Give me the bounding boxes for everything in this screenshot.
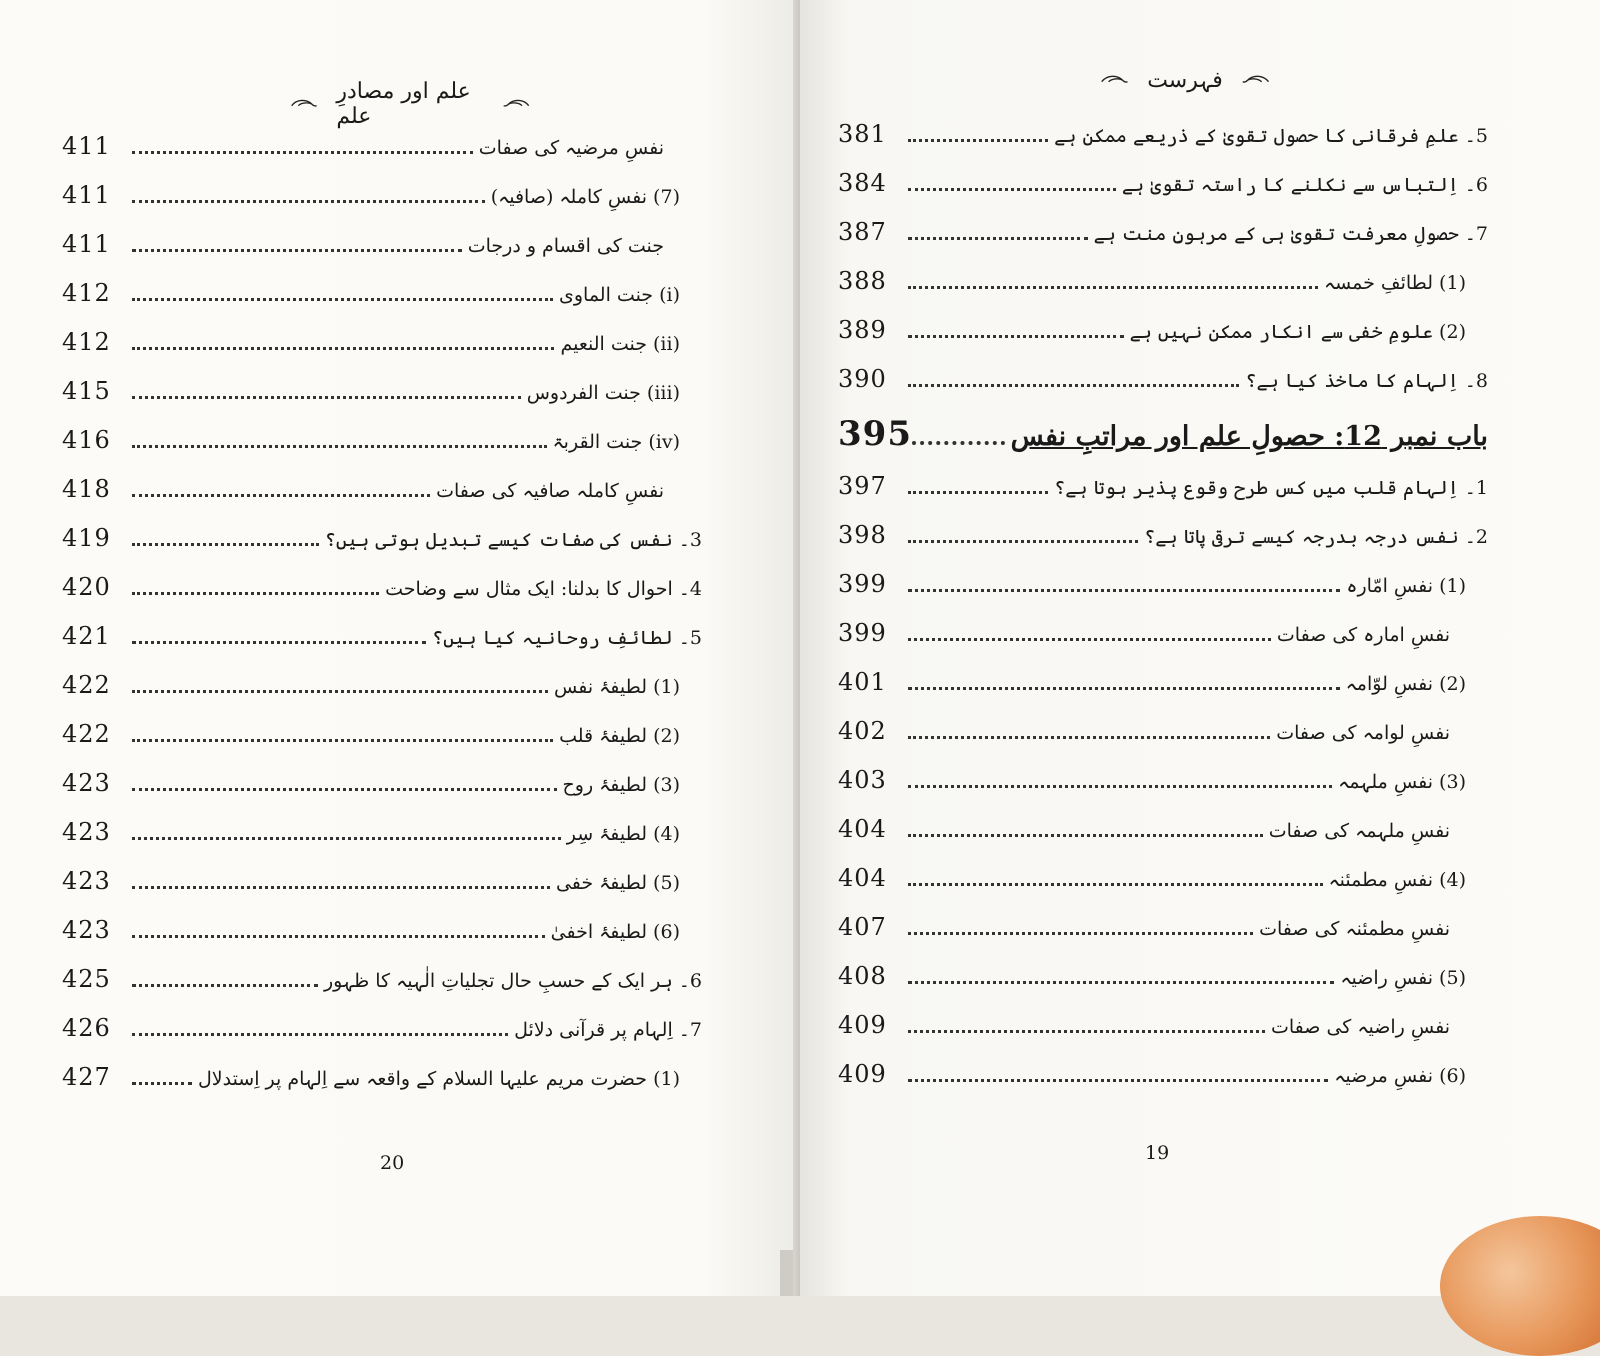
- dot-leader: [908, 188, 1116, 191]
- toc-chapter-entry: [838, 414, 1488, 472]
- toc-page-number: 427: [62, 1063, 111, 1091]
- dot-leader: [908, 834, 1263, 837]
- toc-entry-title: (1) لطائفِ خمسہ: [1324, 272, 1466, 294]
- toc-entry-title: نفسِ ملہمہ کی صفات: [1268, 820, 1450, 842]
- toc-page-number: 399: [838, 619, 887, 647]
- toc-page-number: 425: [62, 965, 111, 993]
- toc-entry-title: نفسِ کاملہ صافیہ کی صفات: [436, 480, 664, 502]
- toc-entry-title: (ii) جنت النعیم: [560, 333, 680, 355]
- toc-entry-title: (iv) جنت القربۃ: [552, 431, 680, 453]
- toc-entry-title: 6۔ اِلتباس سے نکلنے کا راستہ تقویٰ ہے: [1121, 174, 1488, 196]
- dot-leader: [132, 1033, 508, 1036]
- dot-leader: [908, 785, 1332, 788]
- toc-page-number: 399: [838, 570, 887, 598]
- toc-entry-title: 7۔ اِلہام پر قرآنی دلائل: [514, 1019, 702, 1041]
- toc-entry-title: (3) نفسِ ملہمہ: [1338, 771, 1466, 793]
- dot-leader: [908, 589, 1340, 592]
- toc-entry-title: 4۔ احوال کا بدلنا: ایک مثال سے وضاحت: [385, 578, 702, 600]
- dot-leader: [132, 788, 557, 791]
- toc-entry: [62, 1014, 702, 1063]
- dot-leader: [132, 935, 545, 938]
- toc-page-number: 409: [838, 1011, 887, 1039]
- toc-page-number: 423: [62, 818, 111, 846]
- toc-page-number: 403: [838, 766, 887, 794]
- toc-page-number: 420: [62, 573, 111, 601]
- toc-entry-title: (4) لطیفۂ سِر: [566, 823, 680, 845]
- dot-leader: [908, 491, 1048, 494]
- dot-leader: [132, 445, 547, 448]
- toc-entry: [62, 916, 702, 965]
- toc-page-number: 422: [62, 671, 111, 699]
- toc-page-number: 389: [838, 316, 887, 344]
- toc-entry-title: نفسِ لوامہ کی صفات: [1276, 722, 1450, 744]
- dot-leader: [132, 151, 473, 154]
- dot-leader: [908, 687, 1340, 690]
- toc-entry-title: (5) لطیفۂ خفی: [555, 872, 680, 894]
- ornament-swirl-icon: [290, 96, 318, 112]
- dot-leader: [908, 736, 1270, 739]
- toc-entry-title: نفسِ مطمئنہ کی صفات: [1259, 918, 1450, 940]
- table-of-contents-right: [838, 120, 1488, 1109]
- toc-entry-title: 2۔ نفس درجہ بدرجہ کیسے ترقی پاتا ہے؟: [1144, 526, 1488, 548]
- toc-entry: [838, 815, 1488, 864]
- toc-entry-title: نفسِ مرضیہ کی صفات: [478, 137, 664, 159]
- toc-entry: [62, 230, 702, 279]
- toc-page-number: 384: [838, 169, 887, 197]
- toc-entry-title: (1) نفسِ امّارہ: [1346, 575, 1466, 597]
- toc-page-number: 416: [62, 426, 111, 454]
- toc-entry: [838, 267, 1488, 316]
- dot-leader: [908, 139, 1048, 142]
- toc-page-number: 407: [838, 913, 887, 941]
- toc-entry-title: (5) نفسِ راضیہ: [1340, 967, 1466, 989]
- fruit-object: [1440, 1216, 1600, 1356]
- toc-entry: [62, 818, 702, 867]
- toc-entry: [62, 524, 702, 573]
- toc-entry: [62, 867, 702, 916]
- dot-leader: [908, 237, 1088, 240]
- toc-entry-title: (3) لطیفۂ روح: [562, 774, 680, 796]
- ornament-swirl-icon: [1100, 72, 1129, 88]
- toc-entry: [838, 1011, 1488, 1060]
- dot-leader: [132, 200, 485, 203]
- toc-page-number: 421: [62, 622, 111, 650]
- running-title: فہرست: [1147, 67, 1223, 93]
- toc-page-number: 412: [62, 328, 111, 356]
- toc-entry: [62, 377, 702, 426]
- toc-entry-title: 6۔ ہر ایک کے حسبِ حال تجلیاتِ الٰہیہ کا ظہور: [323, 970, 702, 992]
- toc-entry-title: 3۔ نفس کی صفات کیسے تبدیل ہوتی ہیں؟: [324, 529, 702, 551]
- toc-page-number: 404: [838, 864, 887, 892]
- toc-entry-title: (1) حضرت مریم علیہا السلام کے واقعہ سے اِلہام پر اِستدلال: [197, 1068, 680, 1090]
- toc-page-number: 388: [838, 267, 887, 295]
- toc-entry: [62, 279, 702, 328]
- toc-entry: [62, 622, 702, 671]
- toc-entry-title: 8۔ اِلہام کا ماخذ کیا ہے؟: [1245, 370, 1488, 392]
- dot-leader: [908, 286, 1318, 289]
- dot-leader: [132, 641, 426, 644]
- toc-entry: [62, 1063, 702, 1112]
- toc-entry: [62, 328, 702, 377]
- dot-leader: [908, 335, 1124, 338]
- toc-entry: [838, 218, 1488, 267]
- dot-leader: [132, 739, 553, 742]
- toc-entry: [838, 913, 1488, 962]
- toc-entry-title: باب نمبر 12: حصولِ علم اور مراتبِ نفس: [1010, 421, 1488, 452]
- table-of-contents-left: [62, 132, 702, 1112]
- toc-page-number: 409: [838, 1060, 887, 1088]
- toc-page-number: 387: [838, 218, 887, 246]
- toc-page-number: 404: [838, 815, 887, 843]
- toc-entry: [62, 671, 702, 720]
- page-number: 20: [380, 1152, 405, 1174]
- toc-entry-title: 5۔ لطائفِ روحانیہ کیا ہیں؟: [431, 627, 702, 649]
- dot-leader: [908, 1079, 1328, 1082]
- dot-leader: [132, 347, 554, 350]
- toc-entry: [838, 668, 1488, 717]
- dot-leader: [132, 396, 521, 399]
- dot-leader: [132, 1082, 192, 1085]
- dot-leader: [132, 837, 561, 840]
- toc-entry: [62, 132, 702, 181]
- running-title: علم اور مصادرِ علم: [336, 79, 471, 129]
- dot-leader: [908, 883, 1323, 886]
- toc-page-number: 412: [62, 279, 111, 307]
- toc-entry: [838, 570, 1488, 619]
- toc-entry: [838, 962, 1488, 1011]
- toc-entry-title: نفسِ امارہ کی صفات: [1276, 624, 1450, 646]
- toc-entry: [838, 521, 1488, 570]
- dot-leader: [132, 249, 462, 252]
- toc-page-number: 423: [62, 769, 111, 797]
- toc-entry-title: (2) نفسِ لوّامہ: [1345, 673, 1466, 695]
- toc-entry: [62, 769, 702, 818]
- toc-entry: [838, 472, 1488, 521]
- toc-page-number: 419: [62, 524, 111, 552]
- toc-entry: [62, 181, 702, 230]
- toc-entry-title: (6) نفسِ مرضیہ: [1334, 1065, 1466, 1087]
- toc-entry: [838, 365, 1488, 414]
- toc-page-number: 398: [838, 521, 887, 549]
- toc-page-number: 411: [62, 230, 111, 258]
- dot-leader: [908, 540, 1138, 543]
- dot-leader: [132, 690, 548, 693]
- ornament-swirl-icon: [502, 96, 530, 112]
- toc-entry-title: 5۔ علمِ فرقانی کا حصول تقویٰ کے ذریعے ممکن ہے: [1054, 125, 1488, 147]
- toc-entry-title: (iii) جنت الفردوس: [526, 382, 680, 404]
- toc-page-number: 418: [62, 475, 111, 503]
- left-page: [0, 0, 800, 1296]
- dot-leader: [132, 592, 379, 595]
- dot-leader: [912, 441, 1005, 445]
- toc-entry: [838, 864, 1488, 913]
- toc-entry-title: (i) جنت الماوی: [558, 284, 680, 306]
- toc-entry-title: (7) نفسِ کاملہ (صافیہ): [490, 186, 680, 208]
- dot-leader: [132, 984, 318, 987]
- toc-page-number: 426: [62, 1014, 111, 1042]
- toc-entry-title: (4) نفسِ مطمئنہ: [1328, 869, 1466, 891]
- toc-entry: [838, 120, 1488, 169]
- toc-page-number: 401: [838, 668, 887, 696]
- toc-page-number: 381: [838, 120, 887, 148]
- toc-entry: [838, 316, 1488, 365]
- toc-entry-title: 7۔ حصولِ معرفت تقویٰ ہی کے مرہونِ منت ہے: [1093, 223, 1488, 245]
- toc-entry: [838, 169, 1488, 218]
- dot-leader: [908, 384, 1239, 387]
- toc-page-number: 395: [838, 414, 912, 454]
- toc-page-number: 390: [838, 365, 887, 393]
- dot-leader: [908, 1030, 1265, 1033]
- toc-page-number: 423: [62, 916, 111, 944]
- dot-leader: [132, 886, 550, 889]
- ornament-swirl-icon: [1241, 72, 1270, 88]
- toc-entry: [62, 720, 702, 769]
- toc-page-number: 402: [838, 717, 887, 745]
- toc-page-number: 423: [62, 867, 111, 895]
- dot-leader: [908, 638, 1271, 641]
- toc-page-number: 397: [838, 472, 887, 500]
- toc-entry: [62, 475, 702, 524]
- toc-entry: [838, 1060, 1488, 1109]
- dot-leader: [908, 932, 1253, 935]
- dot-leader: [132, 543, 319, 546]
- dot-leader: [132, 494, 430, 497]
- toc-entry-title: جنت کی اقسام و درجات: [467, 235, 664, 257]
- right-page-header: [1100, 60, 1270, 100]
- toc-entry-title: (2) لطیفۂ قلب: [559, 725, 680, 747]
- toc-page-number: 411: [62, 181, 111, 209]
- toc-entry-title: (1) لطیفۂ نفس: [554, 676, 680, 698]
- right-page: [800, 0, 1600, 1296]
- page-number: 19: [1145, 1142, 1170, 1164]
- toc-entry: [62, 426, 702, 475]
- toc-page-number: 422: [62, 720, 111, 748]
- toc-entry-title: (2) علومِ خفی سے انکار ممکن نہیں ہے: [1129, 321, 1466, 343]
- toc-entry: [838, 766, 1488, 815]
- toc-page-number: 411: [62, 132, 111, 160]
- toc-entry: [838, 717, 1488, 766]
- toc-page-number: 415: [62, 377, 111, 405]
- toc-entry: [838, 619, 1488, 668]
- toc-entry: [62, 965, 702, 1014]
- toc-entry-title: نفسِ راضیہ کی صفات: [1271, 1016, 1450, 1038]
- toc-entry: [62, 573, 702, 622]
- dot-leader: [908, 981, 1334, 984]
- toc-entry-title: 1۔ اِلہام قلب میں کس طرح وقوع پذیر ہوتا ہے؟: [1054, 477, 1488, 499]
- left-page-header: [290, 79, 530, 129]
- toc-entry-title: (6) لطیفۂ اخفیٰ: [550, 921, 680, 943]
- toc-page-number: 408: [838, 962, 887, 990]
- dot-leader: [132, 298, 553, 301]
